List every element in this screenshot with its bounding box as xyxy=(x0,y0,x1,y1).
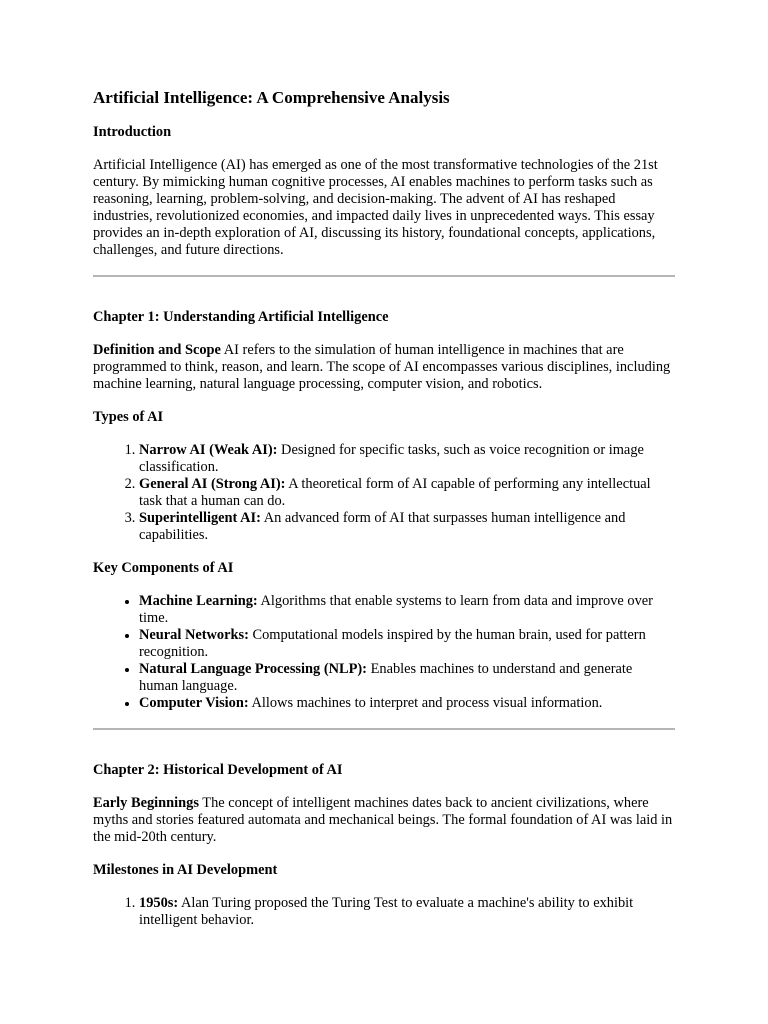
definition-lead: Definition and Scope xyxy=(93,342,221,358)
list-item xyxy=(139,442,675,476)
list-item xyxy=(139,895,675,929)
list-item-term: Narrow AI (Weak AI): xyxy=(139,442,278,458)
list-item-text: Allows machines to interpret and process visual information. xyxy=(248,695,603,711)
early-beginnings-lead: Early Beginnings xyxy=(93,795,199,811)
list-item xyxy=(139,695,675,712)
key-components-heading: Key Components of AI xyxy=(93,560,234,576)
introduction-heading: Introduction xyxy=(93,124,172,140)
list-item-text: Enables machines to understand and generate human language. xyxy=(139,661,633,694)
section-divider xyxy=(93,275,675,277)
list-item-term: Computer Vision: xyxy=(139,695,249,711)
early-beginnings-paragraph xyxy=(93,795,675,846)
list-item xyxy=(139,627,675,661)
list-item-term: General AI (Strong AI): xyxy=(139,476,286,492)
list-item-text: A theoretical form of AI capable of performing any intellectual task that a human can do. xyxy=(139,476,651,509)
list-item-term: Machine Learning: xyxy=(139,593,258,609)
list-item-text: Algorithms that enable systems to learn from data and improve over time. xyxy=(139,593,653,626)
milestones-heading: Milestones in AI Development xyxy=(93,862,278,878)
list-item xyxy=(139,661,675,695)
list-item xyxy=(139,476,675,510)
list-item-term: Superintelligent AI: xyxy=(139,510,261,526)
chapter-2-heading: Chapter 2: Historical Development of AI xyxy=(93,762,343,778)
types-of-ai-heading: Types of AI xyxy=(93,409,164,425)
list-item xyxy=(139,593,675,627)
list-item-text: An advanced form of AI that surpasses human intelligence and capabilities. xyxy=(139,510,626,543)
introduction-paragraph: Artificial Intelligence (AI) has emerged as one of the most transformative technologies of the 21st century. By mimicking human cognitive processes, AI enables machines to perform tasks such as reasoning, learning, problem-solving, and decision-making. The advent of AI has reshaped industries, revolutionized economies, and impacted daily lives in unprecedented ways. This essay provides an in-depth exploration of AI, discussing its history, foundational concepts, applications, challenges, and future directions. xyxy=(93,157,658,258)
definition-paragraph xyxy=(93,342,675,393)
list-item-text: Designed for specific tasks, such as voice recognition or image classification. xyxy=(139,442,644,475)
list-item-text: Computational models inspired by the human brain, used for pattern recognition. xyxy=(139,627,646,660)
list-item-text: Alan Turing proposed the Turing Test to evaluate a machine's ability to exhibit intelligent behavior. xyxy=(139,895,634,928)
chapter-1-heading: Chapter 1: Understanding Artificial Intelligence xyxy=(93,309,389,325)
milestones-list xyxy=(93,895,675,929)
key-components-list xyxy=(93,593,675,712)
list-item-term: Neural Networks: xyxy=(139,627,249,643)
section-divider xyxy=(93,728,675,730)
list-item-term: 1950s: xyxy=(139,895,179,911)
early-beginnings-text: The concept of intelligent machines dates back to ancient civilizations, where myths and stories featured automata and mechanical beings. The formal foundation of AI was laid in the mid-20th century. xyxy=(93,795,673,845)
definition-text: AI refers to the simulation of human intelligence in machines that are programmed to think, reason, and learn. The scope of AI encompasses various disciplines, including machine learning, natural language processing, computer vision, and robotics. xyxy=(93,342,671,392)
document-title: Artificial Intelligence: A Comprehensive Analysis xyxy=(93,88,450,107)
list-item-term: Natural Language Processing (NLP): xyxy=(139,661,367,677)
list-item xyxy=(139,510,675,544)
types-of-ai-list xyxy=(93,442,675,544)
